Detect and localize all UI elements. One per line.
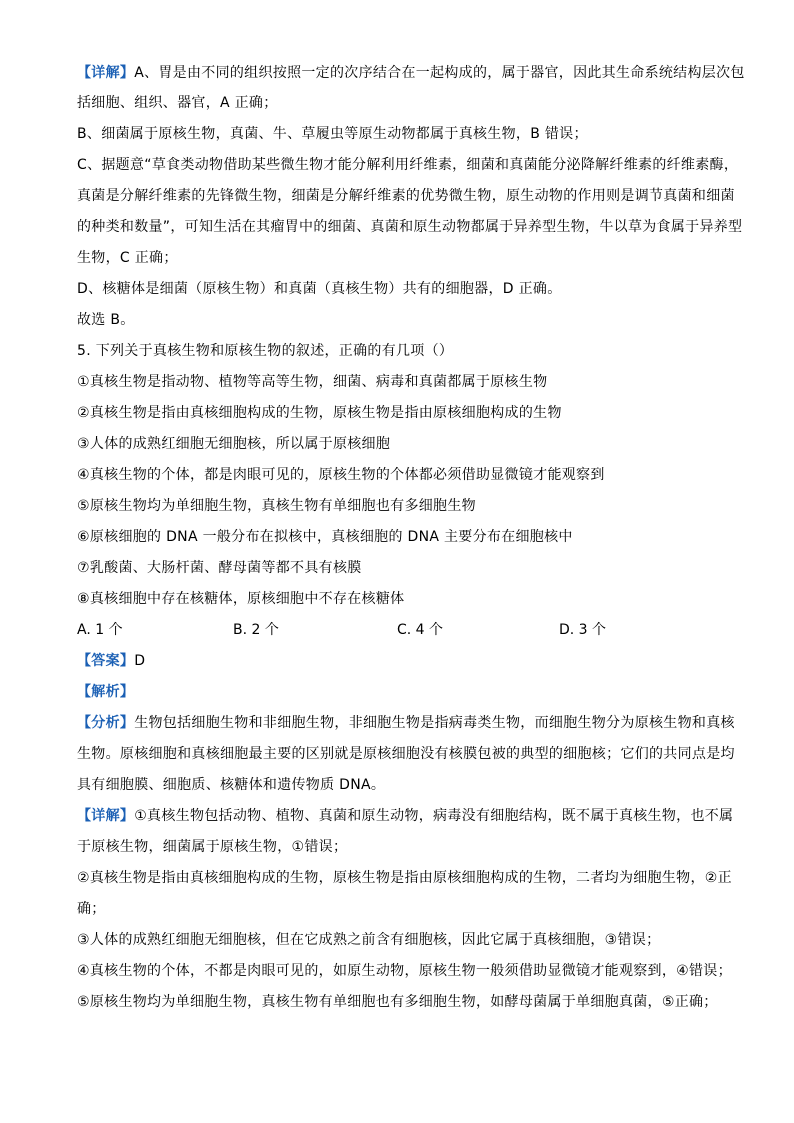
question-item-2: ②真核生物是指由真核细胞构成的生物，原核生物是指由原核细胞构成的生物 <box>77 405 562 421</box>
question-stem: 5. 下列关于真核生物和原核生物的叙述，正确的有几项（） <box>77 343 454 359</box>
fenxi-line-1: 【分析】生物包括细胞生物和非细胞生物，非细胞生物是指病毒类生物，而细胞生物分为原核生物和真核 <box>77 715 735 731</box>
detail-prev-line-9: 故选 B。 <box>77 312 135 328</box>
analysis-line <box>77 683 727 701</box>
detail-line-6: ④真核生物的个体，不都是肉眼可见的，如原生动物，原核生物一般须借助显微镜才能观察到，④错误； <box>77 963 732 979</box>
fenxi-tag: 【分析】 <box>77 715 135 731</box>
detail-tag: 【详解】 <box>77 65 135 81</box>
detail-prev-line-3: B、细菌属于原核生物，真菌、牛、草履虫等原生动物都属于真核生物，B 错误； <box>77 126 588 142</box>
question-item-1: ①真核生物是指动物、植物等高等生物，细菌、病毒和真菌都属于原核生物 <box>77 374 548 390</box>
option-a: A. 1 个 <box>77 622 123 638</box>
detail-line-7: ⑤原核生物均为单细胞生物，真核生物有单细胞也有多细胞生物，如酵母菌属于单细胞真菌，⑤正确； <box>77 994 718 1010</box>
detail-prev-line-4: C、据题意“草食类动物借助某些微生物才能分解利用纤维素，细菌和真菌能分泌降解纤维素的纤维素酶， <box>77 157 739 173</box>
detail-line-2: 于原核生物，细菌属于原核生物，①错误； <box>77 839 348 855</box>
detail-prev-line-5: 真菌是分解纤维素的先锋微生物，细菌是分解纤维素的优势微生物，原生动物的作用则是调节真菌和细菌 <box>77 188 735 204</box>
option-c: C. 4 个 <box>397 622 444 638</box>
question-item-4: ④真核生物的个体，都是肉眼可见的，原核生物的个体都必须借助显微镜才能观察到 <box>77 467 605 483</box>
detail-prev-line-8: D、核糖体是细菌（原核生物）和真菌（真核生物）共有的细胞器，D 正确。 <box>77 281 562 297</box>
answer-tag: 【答案】 <box>77 653 135 669</box>
detail-prev-line-7: 生物，C 正确； <box>77 250 178 266</box>
detail-prev-line-1: 【详解】A、胃是由不同的组织按照一定的次序结合在一起构成的，属于器官，因此其生命系统结构层次包 <box>77 65 745 81</box>
option-b: B. 2 个 <box>233 622 279 638</box>
question-item-7: ⑦乳酸菌、大肠杆菌、酵母菌等都不具有核膜 <box>77 560 362 576</box>
detail-tag-2: 【详解】 <box>77 808 135 824</box>
detail-prev-line-2: 括细胞、组织、器官，A 正确； <box>77 95 278 111</box>
analysis-tag: 【解析】 <box>77 684 135 700</box>
detail-line-4: 确； <box>77 901 106 917</box>
option-d: D. 3 个 <box>559 622 607 638</box>
question-item-8: ⑧真核细胞中存在核糖体，原核细胞中不存在核糖体 <box>77 591 405 607</box>
detail-prev-line-6: 的种类和数量”，可知生活在其瘤胃中的细菌、真菌和原生动物都属于异养型生物，牛以草为食属于异养型 <box>77 219 743 235</box>
detail-line-3: ②真核生物是指由真核细胞构成的生物，原核生物是指由原核细胞构成的生物，二者均为细胞生物，②正 <box>77 870 732 886</box>
fenxi-line-3: 具有细胞膜、细胞质、核糖体和遗传物质 DNA。 <box>77 777 386 793</box>
answer-line <box>77 652 727 670</box>
question-item-3: ③人体的成熟红细胞无细胞核，所以属于原核细胞 <box>77 436 391 452</box>
fenxi-line-2: 生物。原核细胞和真核细胞最主要的区别就是原核细胞没有核膜包被的典型的细胞核；它们的共同点是均 <box>77 746 735 762</box>
detail-line-1: 【详解】①真核生物包括动物、植物、真菌和原生动物，病毒没有细胞结构，既不属于真核生物，也不属 <box>77 808 734 824</box>
question-item-5: ⑤原核生物均为单细胞生物，真核生物有单细胞也有多细胞生物 <box>77 498 476 514</box>
answer-value: D <box>134 653 146 669</box>
question-item-6: ⑥原核细胞的 DNA 一般分布在拟核中，真核细胞的 DNA 主要分布在细胞核中 <box>77 529 573 545</box>
detail-line-5: ③人体的成熟红细胞无细胞核，但在它成熟之前含有细胞核，因此它属于真核细胞，③错误； <box>77 932 661 948</box>
